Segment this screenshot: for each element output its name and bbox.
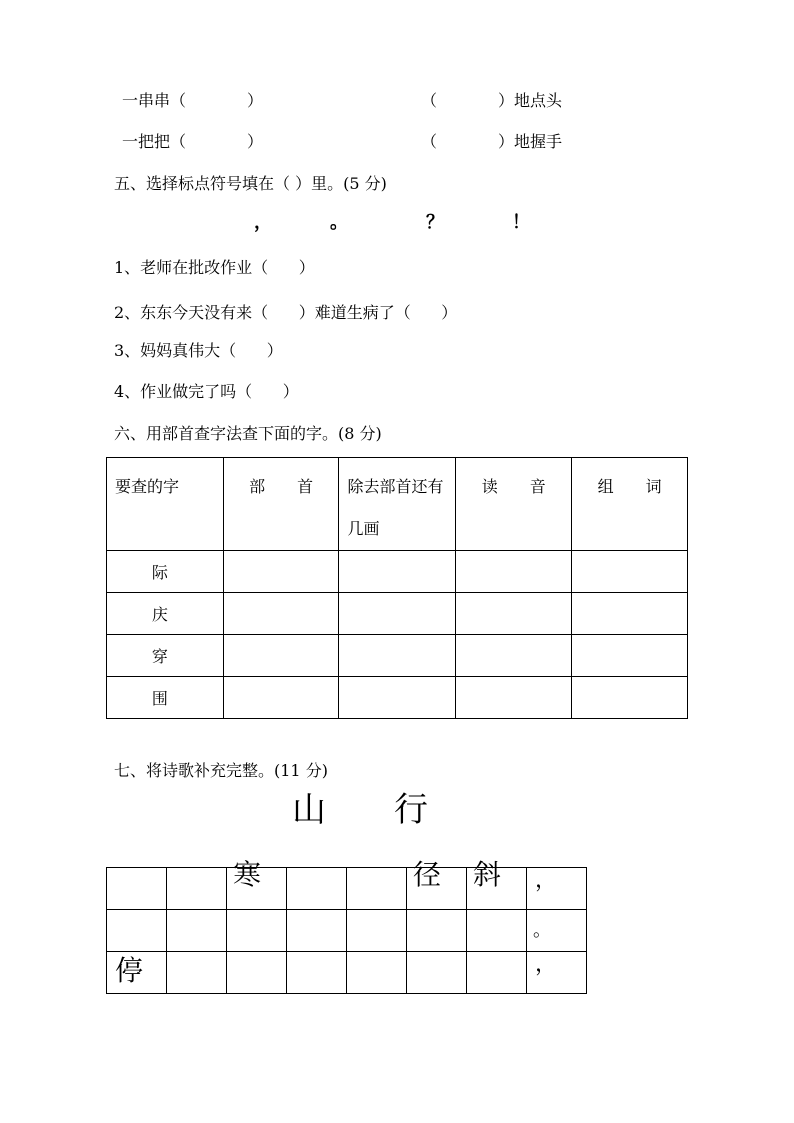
poem-cell[interactable] [407,910,467,952]
poem-cell[interactable] [107,868,167,910]
answer-cell[interactable] [223,551,339,593]
poem-cell[interactable] [467,952,527,994]
header-radical: 部 首 [249,477,314,496]
answer-cell[interactable] [572,551,688,593]
poem-char: 斜 [473,858,502,891]
header-pinyin: 读 音 [481,477,546,496]
answer-cell[interactable] [339,635,456,677]
section-7-title: 七、将诗歌补充完整。(11 分) [114,761,328,780]
answer-cell[interactable] [572,677,688,719]
lookup-char: 庆 [151,605,168,624]
poem-cell[interactable] [347,952,407,994]
poem-cell[interactable] [287,952,347,994]
fill-row-2-left: 一把把（ ） [122,132,264,151]
poem-cell[interactable] [167,868,227,910]
header-words: 组 词 [597,477,662,496]
poem-cell[interactable] [167,952,227,994]
table-row [107,677,688,719]
punct-item-2: 2、东东今天没有来（ ）难道生病了（ ） [114,303,458,322]
poem-cell[interactable] [407,952,467,994]
poem-char: 径 [413,858,442,891]
poem-cell[interactable] [227,952,287,994]
punct-item-3: 3、妈妈真伟大（ ） [114,341,283,360]
lookup-char: 穿 [151,647,168,666]
poem-cell[interactable] [107,952,167,994]
poem-cell[interactable] [347,868,407,910]
header-strokes: 除去部首还有几画 [347,477,444,538]
answer-cell[interactable] [339,551,456,593]
poem-char: ， [535,952,558,977]
poem-cell[interactable] [227,858,287,910]
section-6-title: 六、用部首查字法查下面的字。(8 分) [114,424,382,443]
table-row [107,551,688,593]
answer-cell[interactable] [572,635,688,677]
table-row [107,635,688,677]
poem-char: ， [535,868,558,893]
poem-cell[interactable] [527,910,587,952]
section-5-title: 五、选择标点符号填在（ ）里。(5 分) [114,174,387,193]
punct-question: ？ [426,212,444,233]
answer-cell[interactable] [339,677,456,719]
table-header-row [107,458,688,551]
punct-item-4: 4、作业做完了吗（ ） [114,382,299,401]
fill-row-1-left: 一串串（ ） [122,91,264,110]
poem-cell[interactable] [527,952,587,994]
poem-cell[interactable] [347,910,407,952]
answer-cell[interactable] [223,593,339,635]
radical-lookup-table [106,457,688,719]
poem-cell[interactable] [107,910,167,952]
answer-cell[interactable] [339,593,456,635]
lookup-char: 围 [151,689,168,708]
punct-period: 。 [330,212,348,233]
poem-char: 停 [115,954,144,987]
answer-cell[interactable] [223,635,339,677]
poem-cell[interactable] [287,910,347,952]
punct-comma: ， [254,212,272,233]
fill-row-2-right: （ ）地握手 [421,132,563,151]
table-row [107,593,688,635]
header-char: 要查的字 [115,477,180,496]
poem-cell[interactable] [227,910,287,952]
poem-title: 山 行 [292,790,428,830]
fill-row-1-right: （ ）地点头 [421,91,563,110]
answer-cell[interactable] [223,677,339,719]
poem-char: 。 [533,920,551,941]
punct-item-1: 1、老师在批改作业（ ） [114,258,315,277]
poem-char: 寒 [233,858,262,891]
lookup-char: 际 [151,563,168,582]
poem-cell[interactable] [167,910,227,952]
punct-exclaim: ！ [512,212,530,233]
poem-grid [106,858,587,994]
poem-cell[interactable] [467,910,527,952]
answer-cell[interactable] [456,551,572,593]
answer-cell[interactable] [456,593,572,635]
poem-cell[interactable] [467,858,527,910]
poem-cell[interactable] [527,868,587,910]
answer-cell[interactable] [456,677,572,719]
poem-cell[interactable] [287,868,347,910]
answer-cell[interactable] [572,593,688,635]
answer-cell[interactable] [456,635,572,677]
poem-cell[interactable] [407,858,467,910]
